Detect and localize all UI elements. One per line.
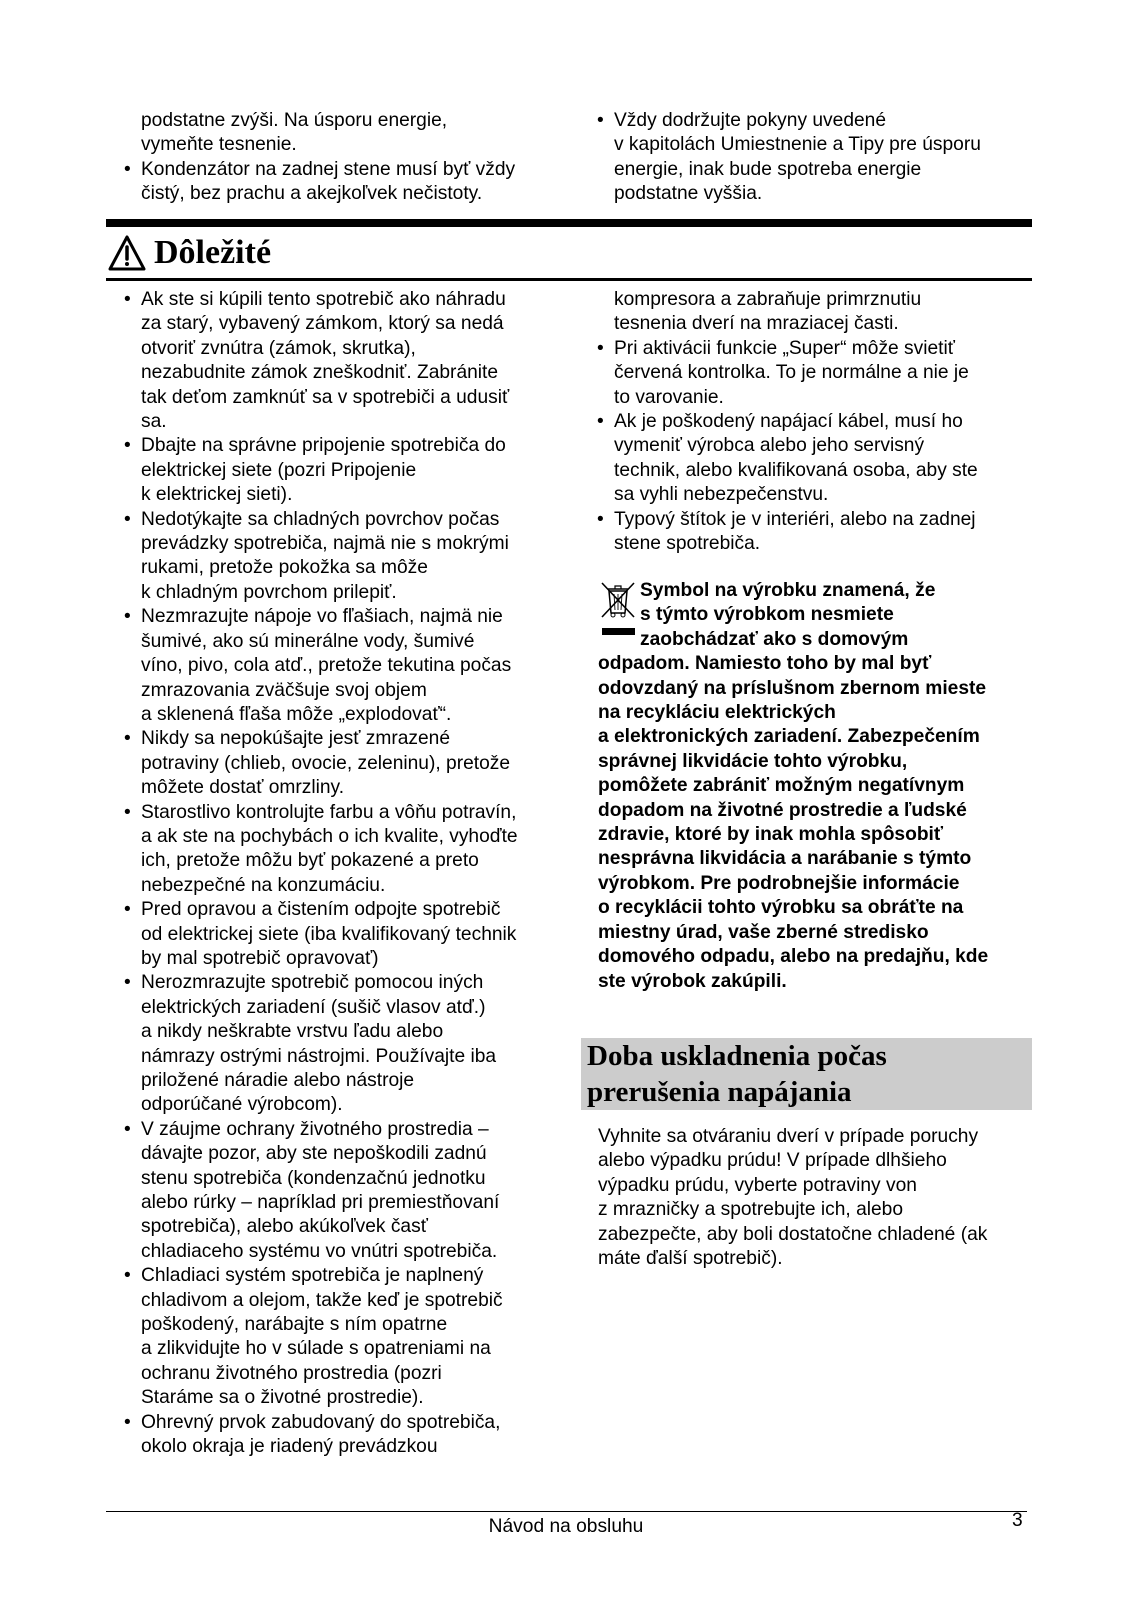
text-line: • Ak ste si kúpili tento spotrebič ako náhradu xyxy=(141,289,506,310)
text-line: poškodený, narábajte s ním opatrne xyxy=(141,1314,448,1336)
top-right-column xyxy=(581,109,1032,207)
text-line: zaobchádzať ako s domovým xyxy=(640,628,909,650)
text-line: potraviny (chlieb, ovocie, zeleninu), pretože xyxy=(141,752,511,774)
crossed-out-bin-icon xyxy=(598,579,638,645)
bullet-item xyxy=(108,1118,568,1264)
text-line: ochranu životného prostredia (pozri xyxy=(141,1362,442,1384)
heading-line: prerušenia napájania xyxy=(587,1076,852,1108)
text-line: šumivé, ako sú minerálne vody, šumivé xyxy=(141,630,475,652)
top-left-column xyxy=(108,109,568,207)
text-line: od elektrickej siete (iba kvalifikovaný technik xyxy=(141,923,517,945)
text-line: • Pri aktivácii funkcie „Super“ môže svietiť xyxy=(614,337,955,359)
text-line: tak deťom zamknúť sa v spotrebiči a udusiť xyxy=(141,386,510,408)
text-line: • Dbajte na správne pripojenie spotrebiča do xyxy=(141,435,506,457)
bullet-item xyxy=(108,1264,568,1410)
text-line: tesnenia dverí na mraziacej časti. xyxy=(614,313,899,335)
text-line: a ak ste na pochybách o ich kvalite, vyhoďte xyxy=(141,825,518,847)
bullet-list xyxy=(581,109,1032,207)
text-line: k elektrickej sieti). xyxy=(141,484,293,506)
text-line: Vyhnite sa otváraniu dverí v prípade poruchy xyxy=(598,1126,979,1147)
bullet-item xyxy=(108,1411,568,1460)
text-line: výpadku prúdu, vyberte potraviny von xyxy=(598,1174,917,1196)
text-line: • Chladiaci systém spotrebiča je naplnený xyxy=(141,1265,484,1287)
text-line: námrazy ostrými nástrojmi. Používajte iba xyxy=(141,1045,497,1067)
heading-top-rule xyxy=(106,219,1032,227)
text-line: k chladným povrchom prilepiť. xyxy=(141,581,397,603)
text-line: odporúčané výrobcom). xyxy=(141,1094,343,1116)
text-line: na recykláciu elektrických xyxy=(598,702,836,724)
text-line: máte ďalší spotrebič). xyxy=(598,1248,783,1270)
text-line: • Nikdy sa nepokúšajte jesť zmrazené xyxy=(141,728,451,750)
text-line: to varovanie. xyxy=(614,386,724,408)
text-line: dávajte pozor, aby ste nepoškodili zadnú xyxy=(141,1143,487,1165)
text-line: správnej likvidácie tohto výrobku, xyxy=(598,750,908,772)
text-line: v kapitolách Umiestnenie a Tipy pre úsporu xyxy=(614,134,981,156)
bullet-item xyxy=(581,109,1032,207)
text-line: pomôžete zabrániť možným negatívnym xyxy=(598,775,965,797)
bullet-item xyxy=(108,605,568,727)
text-line: • Nerozmrazujte spotrebič pomocou iných xyxy=(141,972,484,994)
bullet-item xyxy=(108,727,568,800)
section-heading xyxy=(108,230,271,276)
text-line: dopadom na životné prostredie a ľudské xyxy=(598,799,967,821)
text-line: a elektronických zariadení. Zabezpečením xyxy=(598,726,980,748)
text-line: podstatne vyššia. xyxy=(614,183,763,205)
text-line: otvoriť zvnútra (zámok, skrutka), xyxy=(141,337,416,359)
footer-title: Návod na obsluhu xyxy=(488,1516,644,1537)
text-line: • Ak je poškodený napájací kábel, musí ho xyxy=(614,411,963,433)
text-line: nebezpečné na konzumáciu. xyxy=(141,874,386,896)
bullet-item xyxy=(581,337,1032,410)
text-line: a nikdy neškrabte vrstvu ľadu alebo xyxy=(141,1021,444,1043)
text-line: chladivom a olejom, takže keď je spotrebič xyxy=(141,1289,503,1311)
text-line: • Vždy dodržujte pokyny uvedené xyxy=(614,110,886,131)
text-line: miestny úrad, vaše zberné stredisko xyxy=(598,921,929,943)
text-line: nesprávna likvidácia a narábanie s týmto xyxy=(598,848,972,870)
bullet-item xyxy=(108,971,568,1117)
text-line: a zlikvidujte ho v súlade s opatreniami na xyxy=(141,1338,491,1360)
bullet-item xyxy=(108,801,568,899)
text-line: • Pred opravou a čistením odpojte spotrebič xyxy=(141,899,501,921)
text-line: môžete dostať omrzliny. xyxy=(141,777,345,799)
text-line: spotrebiča), alebo akúkoľvek časť xyxy=(141,1216,428,1238)
footer-rule xyxy=(106,1511,1027,1512)
text-line: o recyklácii tohto výrobku sa obráťte na xyxy=(598,897,964,919)
text-line: sa. xyxy=(141,411,167,433)
text-line: sa vyhli nebezpečenstvu. xyxy=(614,484,829,506)
storage-paragraph xyxy=(598,1125,1032,1271)
text-line: • Ohrevný prvok zabudovaný do spotrebiča, xyxy=(141,1411,501,1433)
text-line: stene spotrebiča. xyxy=(614,533,761,555)
bullet-item xyxy=(108,434,568,507)
text-line: Staráme sa o životné prostredie). xyxy=(141,1387,424,1409)
text-line: elektrických zariadení (sušič vlasov atď.) xyxy=(141,996,486,1018)
text-line: priložené náradie alebo nástroje xyxy=(141,1070,415,1091)
text-line: zmrazovania zväčšuje svoj objem xyxy=(141,679,427,701)
text-line: rukami, pretože pokožka sa môže xyxy=(141,557,428,579)
continued-text xyxy=(581,288,1032,337)
right-column xyxy=(581,288,1032,556)
text-line: za starý, vybavený zámkom, ktorý sa nedá xyxy=(141,313,504,335)
heading-bottom-rule xyxy=(106,278,1032,281)
text-line: vymeniť výrobca alebo jeho servisný xyxy=(614,435,925,457)
continued-text xyxy=(108,109,568,158)
heading-line: Doba uskladnenia počas xyxy=(587,1040,887,1072)
text-line: s týmto výrobkom nesmiete xyxy=(640,604,894,626)
text-line: • Starostlivo kontrolujte farbu a vôňu potravín, xyxy=(141,801,517,823)
bullet-item xyxy=(581,410,1032,508)
text-line: technik, alebo kvalifikovaná osoba, aby ste xyxy=(614,459,978,481)
text-line: domového odpadu, alebo na predajňu, kde xyxy=(598,946,989,968)
text-line: odovzdaný na príslušnom zbernom mieste xyxy=(598,677,987,699)
text-line: a sklenená fľaša môže „explodovať“. xyxy=(141,703,452,725)
text-line: • Nedotýkajte sa chladných povrchov počas xyxy=(141,508,500,530)
weee-notice xyxy=(598,579,1030,994)
text-line: Symbol na výrobku znamená, že xyxy=(640,580,936,601)
text-line: chladiaceho systému vo vnútri spotrebiča. xyxy=(141,1240,498,1262)
text-line: podstatne zvýši. Na úsporu energie, xyxy=(141,110,448,131)
bullet-item xyxy=(108,508,568,606)
warning-triangle-icon xyxy=(108,235,146,271)
text-line: • Nezmrazujte nápoje vo fľašiach, najmä nie xyxy=(141,606,503,628)
text-line: čistý, bez prachu a akejkoľvek nečistoty. xyxy=(141,183,483,205)
text-line: odpadom. Namiesto toho by mal byť xyxy=(598,653,932,675)
bullet-item xyxy=(581,508,1032,557)
text-line: by mal spotrebič opravovať) xyxy=(141,947,379,969)
text-line: z mrazničky a spotrebujte ich, alebo xyxy=(598,1199,904,1221)
page-number: 3 xyxy=(1012,1510,1023,1531)
text-line: alebo rúrky – napríklad pri premiestňovaní xyxy=(141,1192,500,1214)
text-line: zabezpečte, aby boli dostatočne chladené (ak xyxy=(598,1223,988,1245)
text-line: kompresora a zabraňuje primrznutiu xyxy=(614,289,922,310)
text-line: červená kontrolka. To je normálne a nie je xyxy=(614,362,969,384)
text-line: nezabudnite zámok zneškodniť. Zabránite xyxy=(141,362,499,384)
bullet-list xyxy=(581,337,1032,557)
bullet-list xyxy=(108,288,568,1460)
bullet-item xyxy=(108,288,568,434)
section-heading-storage xyxy=(581,1038,1032,1110)
text-line: alebo výpadku prúdu! V prípade dlhšieho xyxy=(598,1150,947,1172)
text-line: stenu spotrebiča (kondenzačnú jednotku xyxy=(141,1167,486,1189)
text-line: ich, pretože môžu byť pokazené a preto xyxy=(141,850,479,872)
text-line: elektrickej siete (pozri Pripojenie xyxy=(141,459,417,481)
text-line: • Typový štítok je v interiéri, alebo na zadnej xyxy=(614,508,976,530)
text-line: okolo okraja je riadený prevádzkou xyxy=(141,1436,438,1458)
bullet-item xyxy=(108,898,568,971)
text-line: výrobkom. Pre podrobnejšie informácie xyxy=(598,872,960,894)
text-line: energie, inak bude spotreba energie xyxy=(614,158,922,180)
text-line: víno, pivo, cola atď., pretože tekutina počas xyxy=(141,655,512,677)
text-line: zdravie, ktoré by inak mohla spôsobiť xyxy=(598,824,944,846)
text-line: vymeňte tesnenie. xyxy=(141,134,297,156)
text-line: ste výrobok zakúpili. xyxy=(598,970,787,992)
bullet-list xyxy=(108,158,568,207)
left-column xyxy=(108,288,568,1460)
heading-title: Dôležité xyxy=(154,233,272,271)
text-line: prevádzky spotrebiča, najmä nie s mokrými xyxy=(141,533,509,555)
bullet-item xyxy=(108,158,568,207)
text-line: • Kondenzátor na zadnej stene musí byť vždy xyxy=(141,158,516,180)
text-line: • V záujme ochrany životného prostredia – xyxy=(141,1118,489,1140)
